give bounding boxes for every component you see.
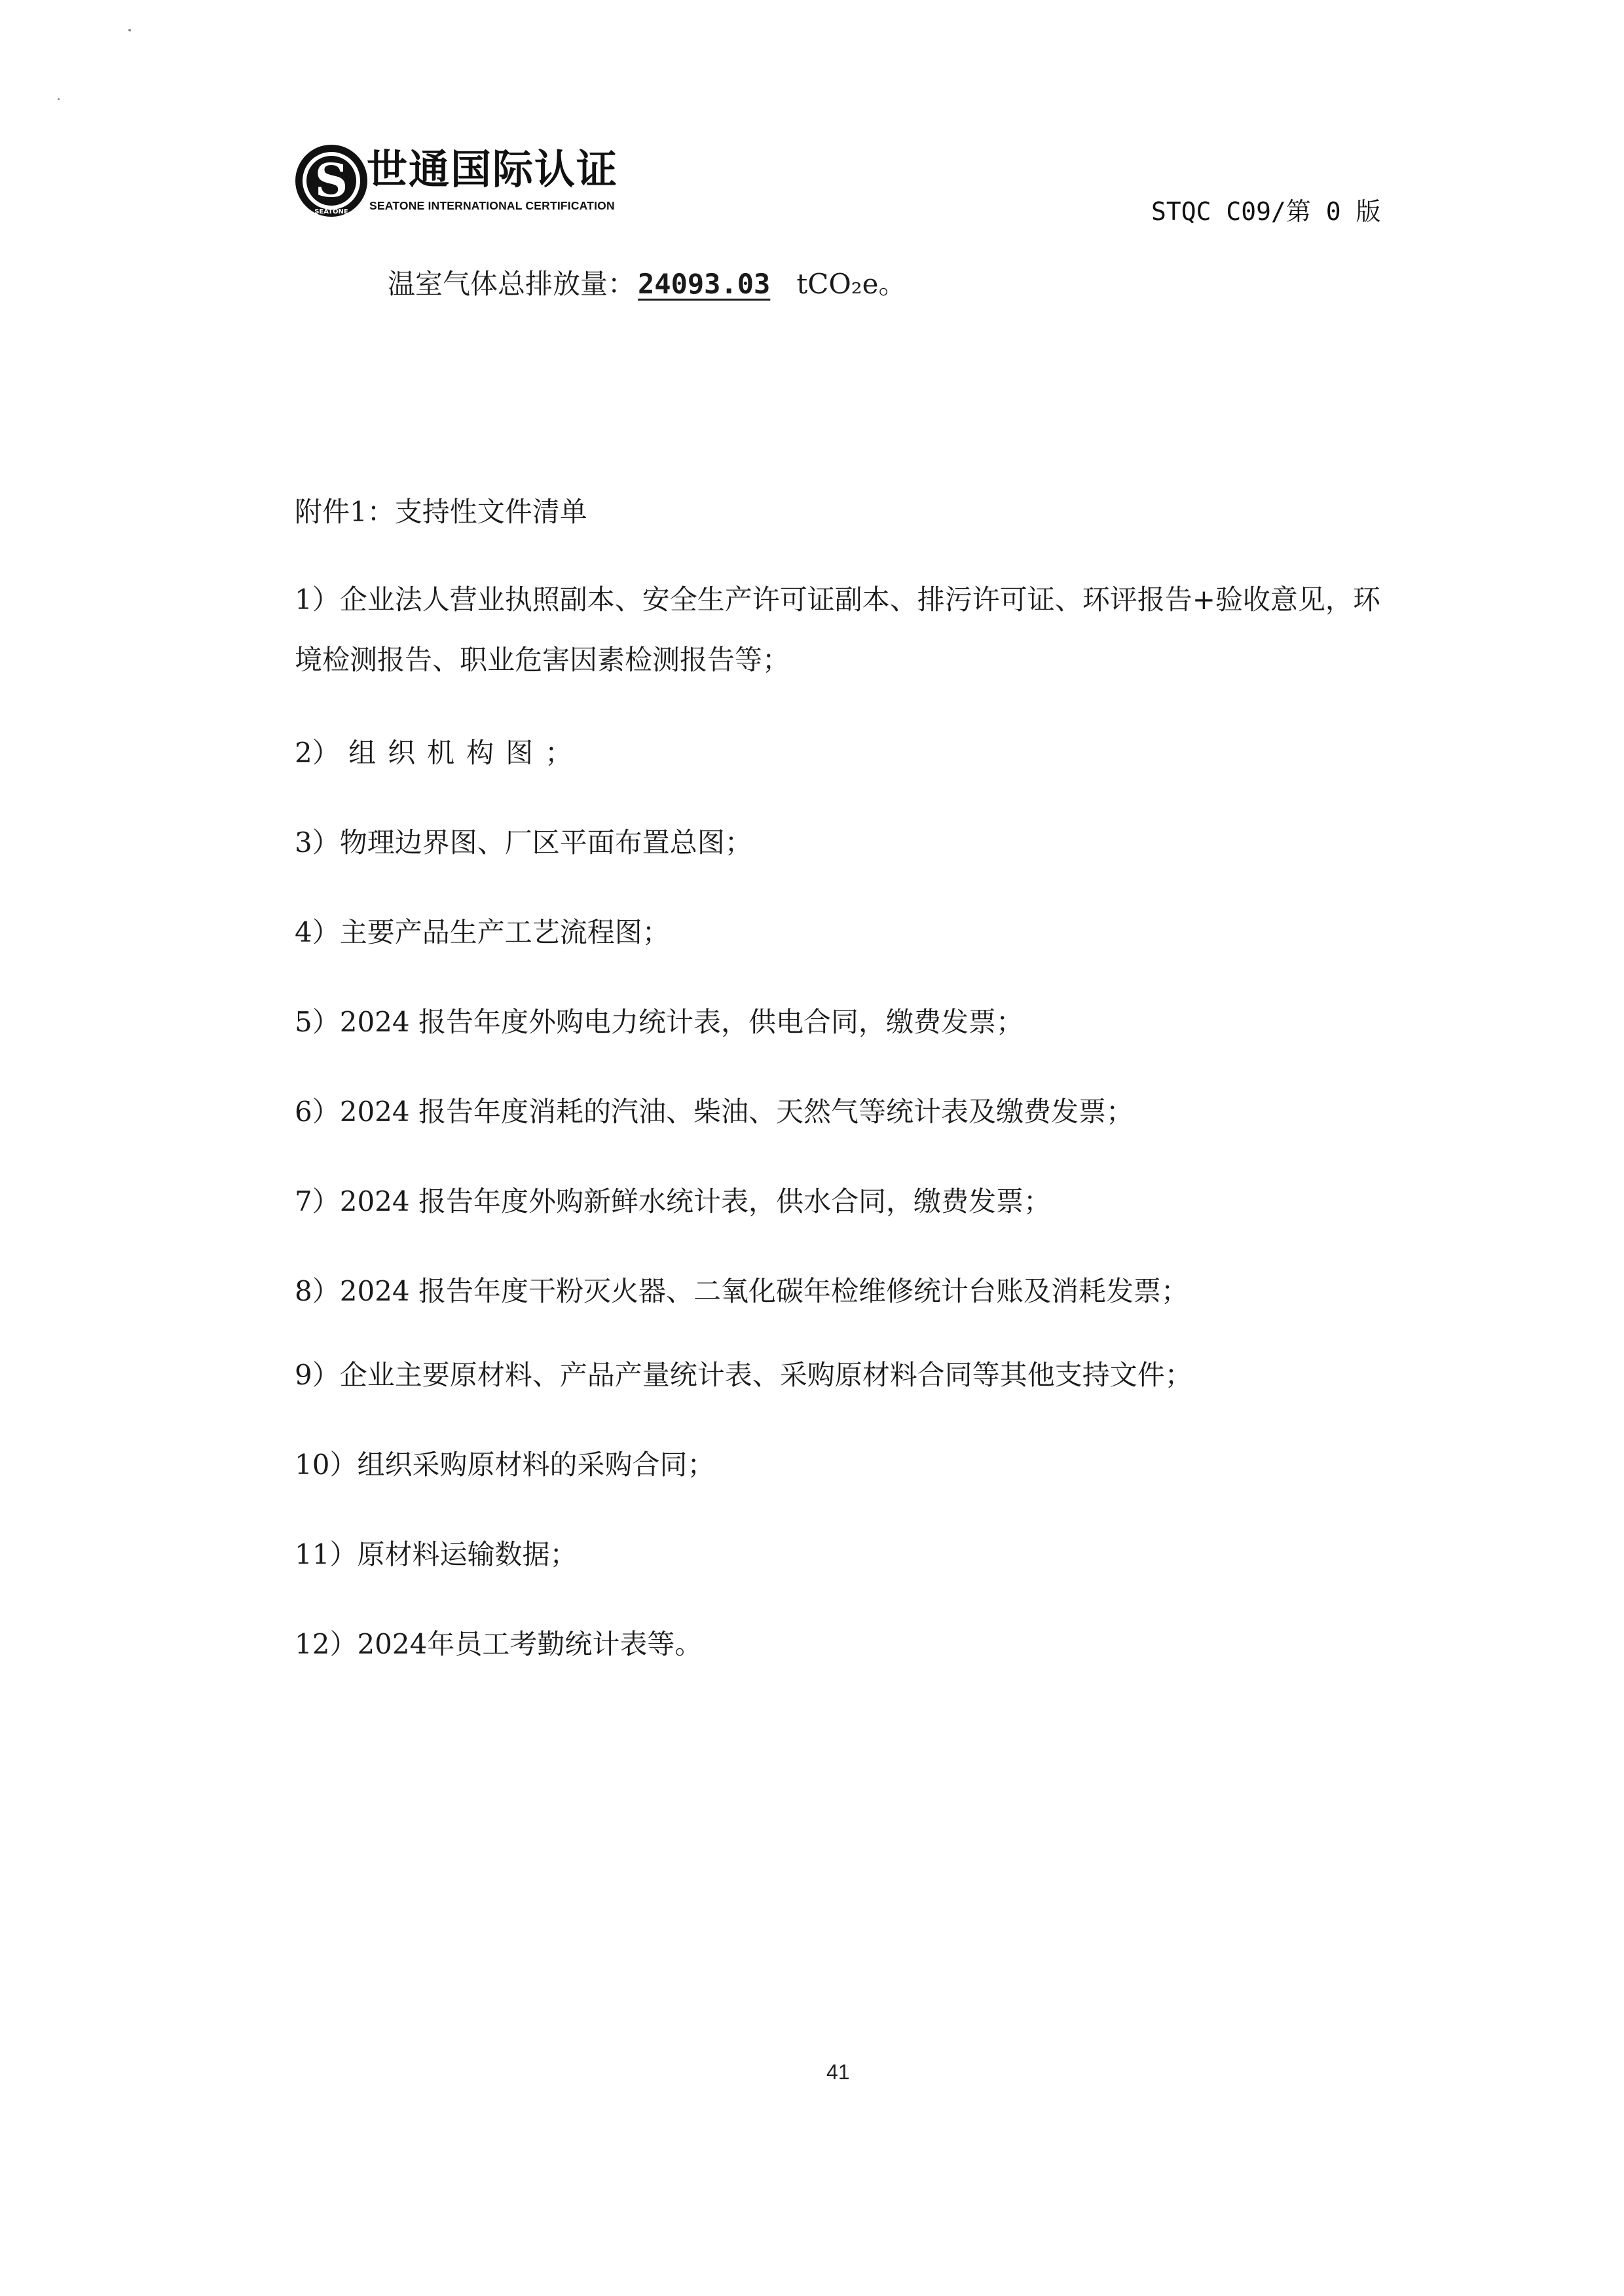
attachment-title: 附件1：支持性文件清单 — [295, 496, 587, 528]
total-emission-line — [388, 265, 906, 304]
list-item: 2） 组织机构图； — [295, 737, 585, 769]
emission-value: 24093.03 — [638, 268, 771, 300]
list-item: 5）2024 报告年度外购电力统计表，供电合同，缴费发票； — [295, 1006, 1024, 1038]
list-item: 11）原材料运输数据； — [295, 1538, 578, 1570]
scan-speck — [128, 29, 131, 31]
emission-label: 温室气体总排放量： — [388, 268, 636, 300]
list-item: 7）2024 报告年度外购新鲜水统计表，供水合同，缴费发票； — [295, 1185, 1051, 1217]
page-number: 41 — [826, 2060, 850, 2084]
list-item: 4）主要产品生产工艺流程图； — [295, 916, 670, 948]
list-item: 8）2024 报告年度干粉灭火器、二氧化碳年检维修统计台账及消耗发票； — [295, 1275, 1189, 1307]
seatone-emblem-icon — [293, 143, 369, 219]
scan-speck — [58, 98, 60, 100]
list-item: 9）企业主要原材料、产品产量统计表、采购原材料合同等其他支持文件； — [295, 1359, 1192, 1391]
emblem-text: SEATONE — [314, 208, 348, 215]
logo-english-name: SEATONE INTERNATIONAL CERTIFICATION — [369, 199, 615, 212]
logo-chinese-name: 世通国际认证 — [367, 145, 619, 193]
company-logo — [293, 143, 647, 221]
list-item: 12）2024年员工考勤统计表等。 — [295, 1628, 703, 1660]
list-item: 10）组织采购原材料的采购合同； — [295, 1449, 715, 1481]
document-code: STQC C09/第 0 版 — [1151, 197, 1381, 226]
emission-unit: tCO₂e。 — [796, 268, 906, 300]
svg-text:S: S — [314, 153, 348, 208]
list-item: 6）2024 报告年度消耗的汽油、柴油、天然气等统计表及缴费发票； — [295, 1096, 1134, 1128]
list-item: 3）物理边界图、厂区平面布置总图； — [295, 826, 752, 859]
list-item: 1）企业法人营业执照副本、安全生产许可证副本、排污许可证、环评报告+验收意见，环境检测报告、职业危害因素检测报告等； — [295, 583, 1380, 676]
